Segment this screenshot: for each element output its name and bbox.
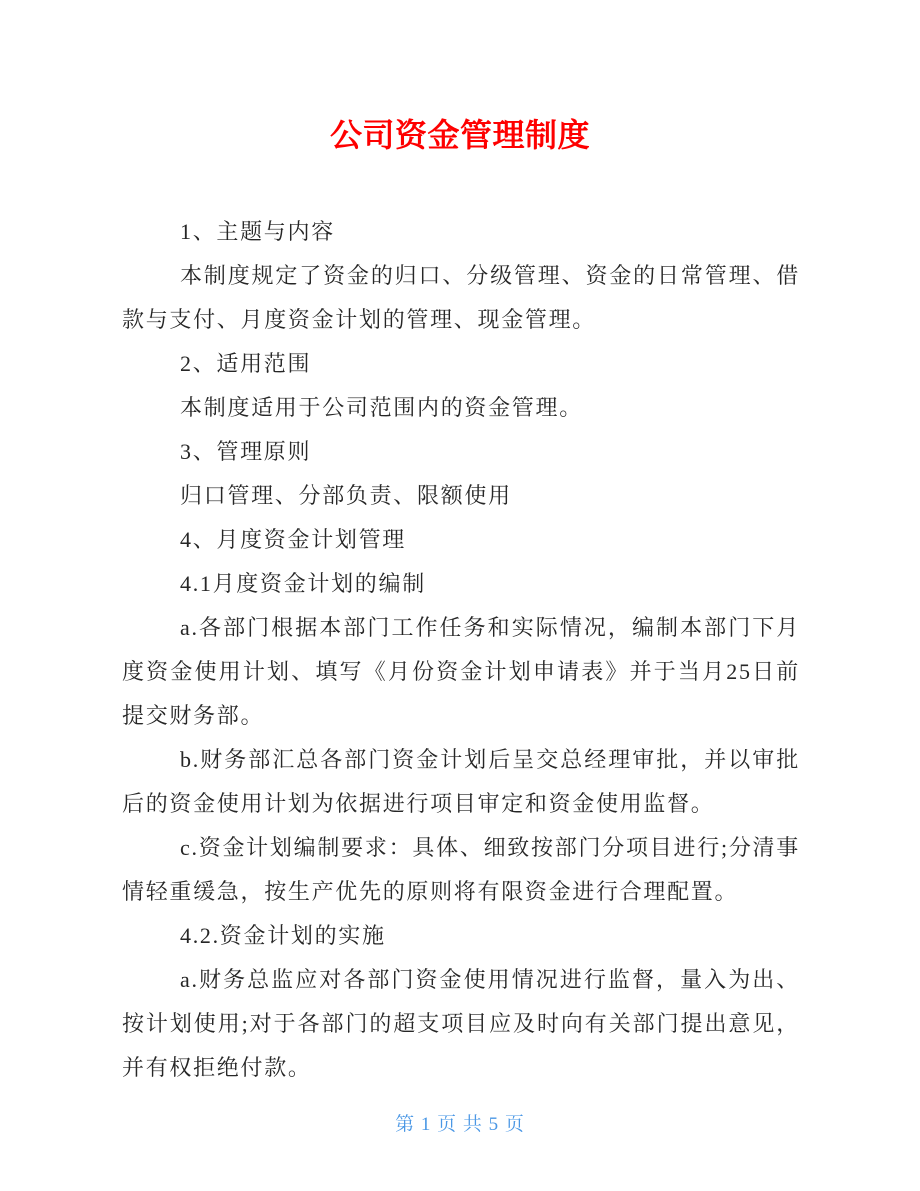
document-body xyxy=(122,210,800,1090)
paragraph: 2、适用范围 xyxy=(180,351,312,376)
paragraph: 4.1月度资金计划的编制 xyxy=(180,571,426,596)
paragraph: b.财务部汇总各部门资金计划后呈交总经理审批，并以审批后的资金使用计划为依据进行项目审定和资金使用监督。 xyxy=(122,747,800,816)
paragraph: 4.2.资金计划的实施 xyxy=(180,923,386,948)
paragraph: a.财务总监应对各部门资金使用情况进行监督，量入为出、按计划使用;对于各部门的超支项目应及时向有关部门提出意见，并有权拒绝付款。 xyxy=(122,967,800,1080)
paragraph: 本制度规定了资金的归口、分级管理、资金的日常管理、借款与支付、月度资金计划的管理、现金管理。 xyxy=(122,263,800,332)
page-number-text: 第 1 页 共 5 页 xyxy=(395,1114,525,1135)
paragraph: 3、管理原则 xyxy=(180,439,312,464)
paragraph: 1、主题与内容 xyxy=(180,219,335,244)
paragraph: a.各部门根据本部门工作任务和实际情况，编制本部门下月度资金使用计划、填写《月份资金计划申请表》并于当月25日前提交财务部。 xyxy=(122,615,800,728)
paragraph: c.资金计划编制要求：具体、细致按部门分项目进行;分清事情轻重缓急，按生产优先的原则将有限资金进行合理配置。 xyxy=(122,835,800,904)
paragraph: 本制度适用于公司范围内的资金管理。 xyxy=(180,395,583,420)
document-title: 公司资金管理制度 xyxy=(329,117,590,153)
page-footer xyxy=(0,1112,920,1138)
paragraph: 归口管理、分部负责、限额使用 xyxy=(180,483,512,508)
paragraph: 4、月度资金计划管理 xyxy=(180,527,407,552)
